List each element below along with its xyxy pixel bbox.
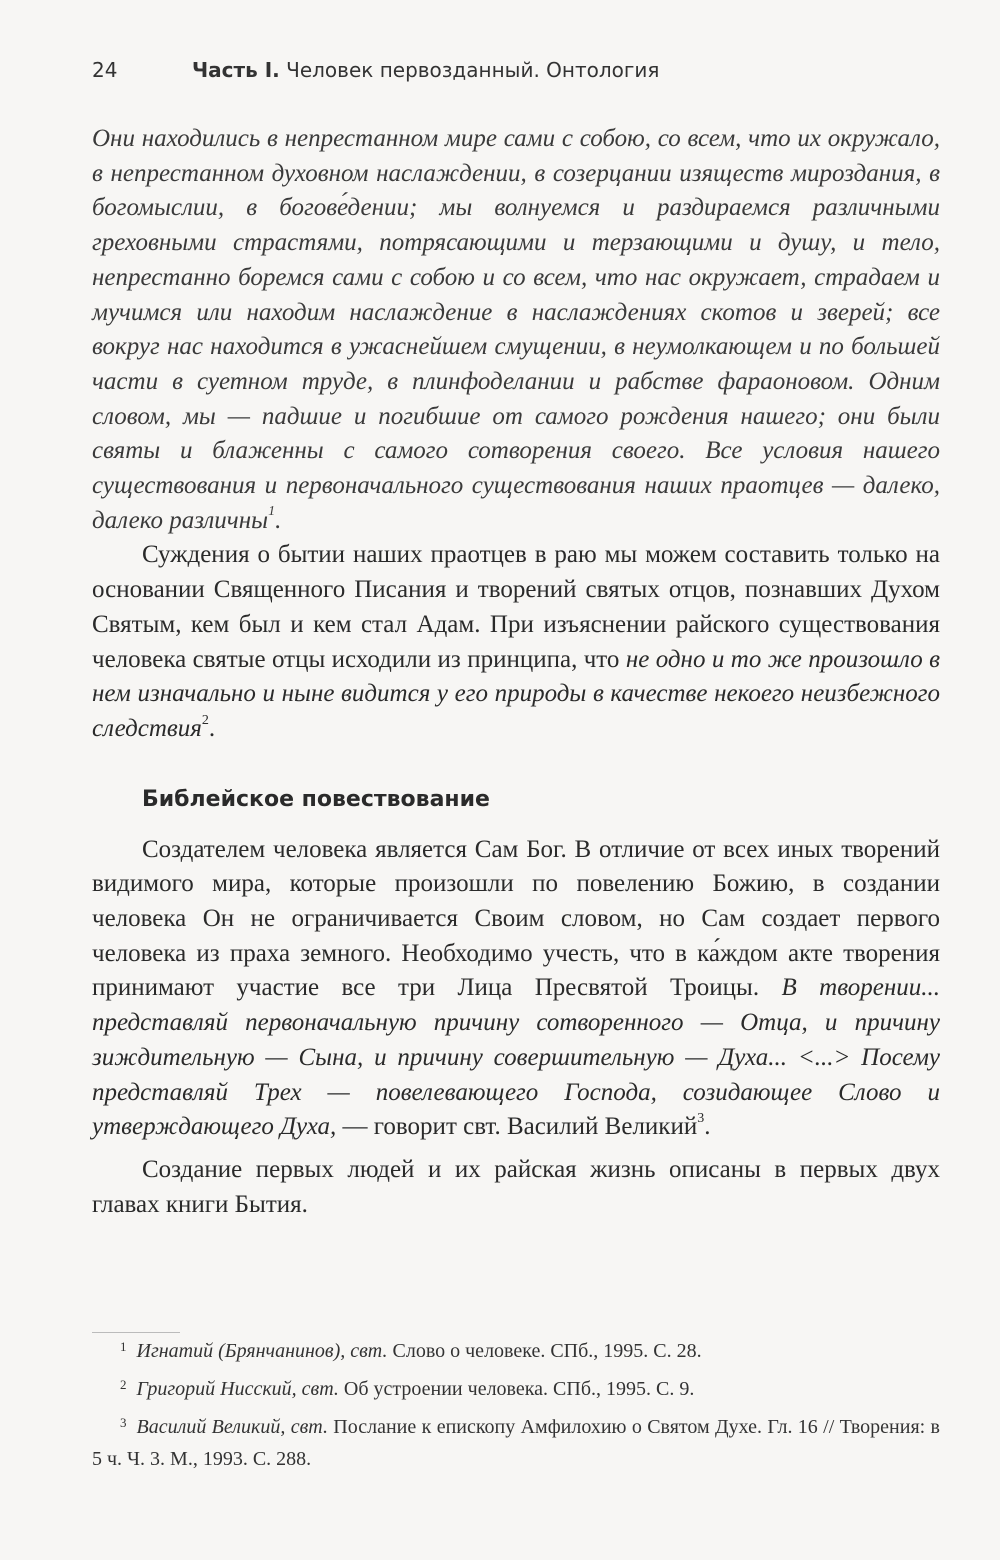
footnote-3-author: Василий Великий, свт. xyxy=(136,1416,328,1438)
footnote-3 xyxy=(92,1412,940,1475)
paragraph-2-text: Создателем человека является Сам Бог. В отличие от всех иных творений видимого мира, которые произошли по повелению Божию, в создании человека Он не ограничивается Своим словом, но Сам создает первого человека из праха земного. Необходимо учесть, что в ка́ждом акте творения принимают участие все три Лица Пресвятой Троицы. xyxy=(92,835,940,1002)
footnote-ref-1[interactable]: 1 xyxy=(268,504,276,520)
paragraph-1-text: Суждения о бытии наших праотцев в раю мы можем составить только на основании Священного Писания и творений святых отцов, познавших Духом Святым, кем был и кем стал Адам. При изъяснении райского существования человека святые отцы исходили из принципа, что xyxy=(92,541,940,673)
book-page xyxy=(92,0,940,1560)
footnote-3-mark: 3 xyxy=(120,1415,127,1430)
paragraph-1-end: . xyxy=(208,714,216,742)
footnote-ref-2[interactable]: 2 xyxy=(201,712,209,728)
footnote-1-mark: 1 xyxy=(120,1339,127,1354)
footnote-2-author: Григорий Нисский, свт. xyxy=(136,1378,339,1400)
paragraph-2-end: . xyxy=(704,1113,711,1141)
footnote-2 xyxy=(92,1374,940,1406)
footnote-1 xyxy=(92,1336,940,1368)
footnotes xyxy=(92,1336,940,1481)
paragraph-2-text-b: — говорит свт. Василий Великий xyxy=(336,1113,698,1141)
paragraph-2-italic: В творении... представляй первоначальную причину сотворенного — Отца, и причину зиждительную — Сына, и причину совершительную — Духа... <...> Посему представляй Трех — повелевающего Господа, созидающее Слово и утверждающего Духа, xyxy=(92,974,940,1141)
footnote-1-author: Игнатий (Брянчанинов), свт. xyxy=(136,1340,388,1362)
paragraph-1-italic: не одно и то же произошло в нем изначально и ныне видится у его природы в качестве некоего неизбежного следствия xyxy=(92,645,940,742)
footnote-ref-3[interactable]: 3 xyxy=(697,1110,705,1126)
part-label: Часть I. xyxy=(192,58,280,82)
paragraph-3 xyxy=(92,1153,940,1222)
quote-paragraph: Они находились в непрестанном мире сами с собою, со всем, что их окружало, в непрестанном духовном наслаждении, в созерцании изяществ мироздания, в богомыслии, в богове́дении; мы волнуемся и раздираемся различными греховными страстями, потрясающими и терзающими и душу, и тело, непрестанно боремся сами с собою и со всем, что нас окружает, страдаем и мучимся или находим наслаждение в наслаждениях скотов и зверей; все вокруг нас находится в ужаснейшем смущении, в неумолкающем и по большей части в суетном труде, в плинфоделании и рабстве фараоновом. Одним словом, мы — падшие и погибшие от самого рождения нашего; они были святы и блаженны с самого сотворения своего. Все условия нашего существования и первоначального существования наших праотцев — далеко, далеко различны$^1$. xyxy=(92,125,940,534)
page-number: 24 xyxy=(92,58,118,82)
footnote-2-source: Об устроении человека. СПб., 1995. С. 9. xyxy=(338,1378,695,1400)
footnote-1-source: Слово о человеке. СПб., 1995. С. 28. xyxy=(387,1340,702,1362)
main-text xyxy=(92,122,940,1222)
footnote-2-mark: 2 xyxy=(120,1377,127,1392)
paragraph-3-text: Создание первых людей и их райская жизнь описаны в первых двух главах книги Бытия. xyxy=(92,1155,940,1218)
chapter-title: Человек первозданный. Онтология xyxy=(286,58,660,82)
running-head xyxy=(92,58,940,82)
section-heading: Библейское повествование xyxy=(142,786,490,812)
paragraph-2 xyxy=(92,833,940,1145)
paragraph-1 xyxy=(92,538,940,746)
footnote-3-source: Послание к епископу Амфилохию о Святом Духе. Гл. 16 // Творения: в 5 ч. Ч. 3. М., 1993. С. 288. xyxy=(92,1416,940,1470)
footnote-divider xyxy=(92,1332,180,1333)
quote-text: Они находились в непрестанном мире сами с собою, со всем, что их окружало, в непрестанном духовном наслаждении, в созерцании изяществ мироздания, в богомыслии, в богове́дении; мы волнуемся и раздираемся различными греховными страстями, потрясающими и терзающими и душу, и тело, непрестанно боремся сами с собою и со всем, что нас окружает, страдаем и мучимся или находим наслаждение в наслаждениях скотов и зверей; все вокруг нас находится в ужаснейшем смущении, в неумолкающем и по большей части в суетном труде, в плинфоделании и рабстве фараоновом. Одним словом, мы — падшие и погибшие от самого рождения нашего; они были святы и блаженны с самого сотворения своего. Все условия нашего существования и первоначального существования наших праотцев — далеко, далеко различны xyxy=(92,125,940,534)
